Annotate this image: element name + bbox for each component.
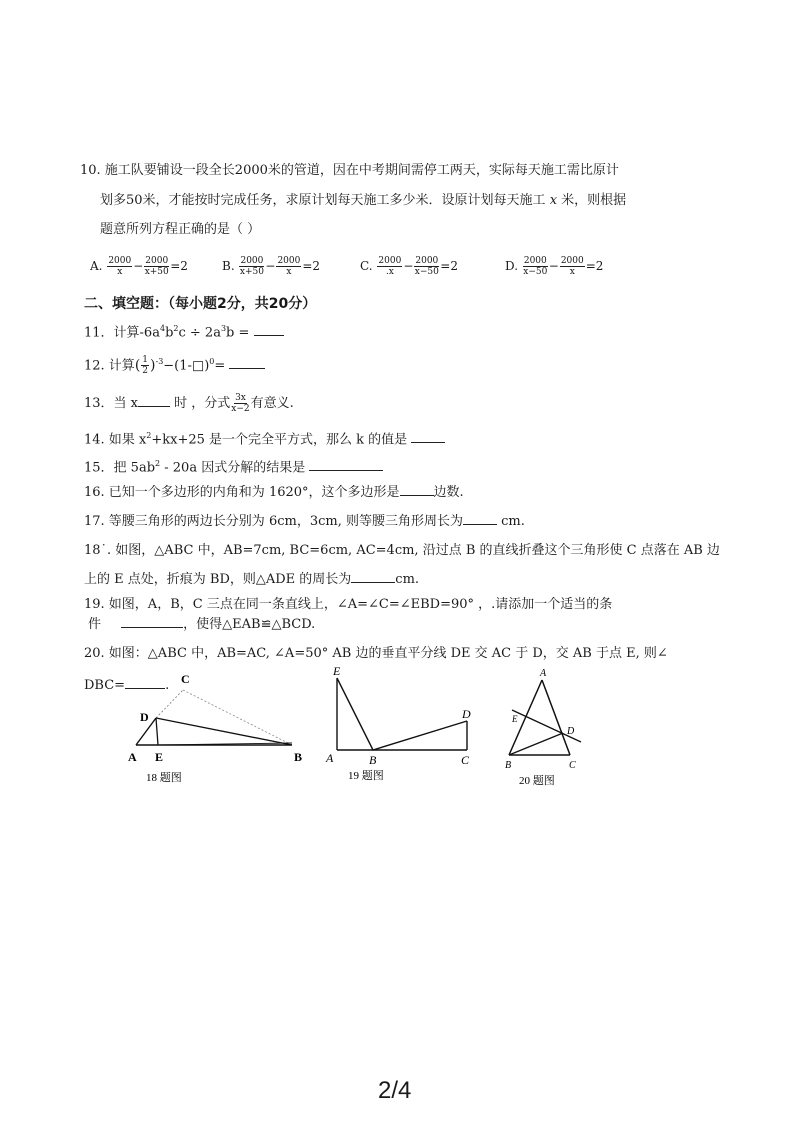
fig19-segment-eb [337, 678, 373, 750]
fig20-segment-ac [542, 680, 570, 755]
q18-line2: 上的 E 点处，折痕为 BD，则△ADE 的周长为 cm. [84, 572, 420, 587]
option-c-label: C. [360, 259, 373, 273]
fig18-fold-line-bd [156, 718, 292, 745]
option-c-fraction-2: $\frac{2000}{x-50}$ [414, 256, 439, 277]
q15: 15．把 $5ab^2 - 20a$ 因式分解的结果是 [84, 456, 383, 476]
q17: 17. 等腰三角形的两边长分别为 6cm，3cm, 则等腰三角形周长为 cm. [84, 514, 525, 529]
q10-line3: 题意所列方程正确的是（ ） [100, 222, 261, 237]
fig20-caption: 20 题图 [519, 775, 555, 787]
q13-fraction: $\frac{3x}{x-2}$ [231, 393, 250, 414]
fig20-label-c: C [569, 760, 576, 771]
option-a[interactable]: A. $\frac{2000}{x}$ − $\frac{2000}{x+50}$ =2 [90, 256, 188, 277]
fig19-label-b: B [369, 753, 377, 767]
fig19-label-d: D [462, 707, 471, 721]
option-b-label: B. [222, 259, 235, 273]
fig20-label-b: B [505, 760, 512, 771]
option-b-fraction-1: $\frac{2000}{x+50}$ [239, 256, 264, 277]
fig20-label-e: E [512, 714, 518, 724]
q10-line1: 10. 施工队要铺设一段全长2000米的管道，因在中考期间需停工两天，实际每天施工需比原计 [80, 163, 619, 178]
q10-line2-a: 划多50米，才能按时完成任务，求原计划每天施工多少米．设原计划每天施工 [100, 193, 546, 208]
q13: 13．当 x 时 ，分式 $\frac{3x}{x-2}$ 有意义. [84, 393, 294, 414]
page-number: 2/4 [378, 1077, 412, 1104]
q20-line1: 20. 如图：△ABC 中，AB=AC, ∠A=50° AB 边的垂直平分线 DE 交 AC 于 D，交 AB 于点 E, 则∠ [84, 646, 668, 661]
q20-line2: DBC= . [84, 678, 170, 693]
q18-line1: 18˙. 如图，△ABC 中，AB=7cm, BC=6cm, AC=4cm, 沿过点 B 的直线折叠这个三角形使 C 点落在 AB 边 [84, 543, 720, 558]
option-b[interactable]: B. $\frac{2000}{x+50}$ − $\frac{2000}{x}$ =2 [222, 256, 321, 277]
figure-18 [128, 672, 302, 784]
fig18-segment-dc [156, 690, 183, 718]
fig20-label-a: A [540, 668, 547, 679]
option-b-fraction-2: $\frac{2000}{x}$ [277, 256, 301, 277]
q10-variable: x [549, 193, 558, 208]
q10-line2-b: 米，则根据 [561, 193, 627, 208]
fig18-caption: 18 题图 [146, 772, 182, 784]
q19-line2: 件 ，使得△EAB≌△BCD. [88, 617, 316, 632]
figure-19 [325, 664, 471, 782]
fig19-segment-bd [373, 721, 467, 750]
fig18-label-b: B [294, 750, 303, 764]
fig19-label-c: C [461, 753, 470, 767]
q12-fraction: $\frac{1}{2}$ [142, 355, 149, 377]
fig19-label-e: E [333, 664, 341, 678]
fig18-segment-de [156, 718, 158, 745]
option-d-fraction-1: $\frac{2000}{x-50}$ [523, 256, 548, 277]
q14: 14. 如果 $x^2+kx+25$ 是一个完全平方式，那么 k 的值是 [84, 428, 445, 448]
fig18-label-c: C [181, 672, 190, 686]
figure-20 [505, 668, 581, 787]
q12: 12. 计算( $\frac{1}{2}$ )$^{-3}$−(1-□)$^0$= [84, 354, 265, 376]
q16: 16. 已知一个多边形的内角和为 1620°，这个多边形是 边数. [84, 485, 464, 500]
option-d-fraction-2: $\frac{2000}{x}$ [560, 256, 584, 277]
fig20-label-d: D [567, 726, 575, 737]
fig19-label-a: A [326, 751, 334, 765]
fig19-caption: 19 题图 [348, 770, 384, 782]
fig18-segment-cb [183, 690, 292, 745]
option-c[interactable]: C. $\frac{2000}{.x}$ − $\frac{2000}{x-50}$ =2 [360, 256, 458, 277]
fig18-label-d: D [140, 710, 149, 724]
option-a-fraction-2: $\frac{2000}{x+50}$ [144, 256, 169, 277]
option-d-label: D. [505, 259, 519, 273]
fig18-label-a: A [128, 750, 137, 764]
fig18-label-e: E [155, 750, 164, 764]
option-a-label: A. [90, 259, 103, 273]
option-d[interactable]: D. $\frac{2000}{x-50}$ − $\frac{2000}{x}$ =2 [505, 256, 604, 277]
option-a-fraction-1: $\frac{2000}{x}$ [108, 256, 132, 277]
q19-line1: 19. 如图，A，B，C 三点在同一条直线上，∠A=∠C=∠EBD=90° ，.请添加一个适当的条 [84, 597, 613, 612]
section-2-title: 二、填空题：（每小题2分，共20分） [84, 296, 317, 312]
option-c-fraction-1: $\frac{2000}{.x}$ [378, 256, 402, 277]
q11: 11．计算$-6a^4b^2c \div 2a^3b$ = [84, 321, 284, 341]
